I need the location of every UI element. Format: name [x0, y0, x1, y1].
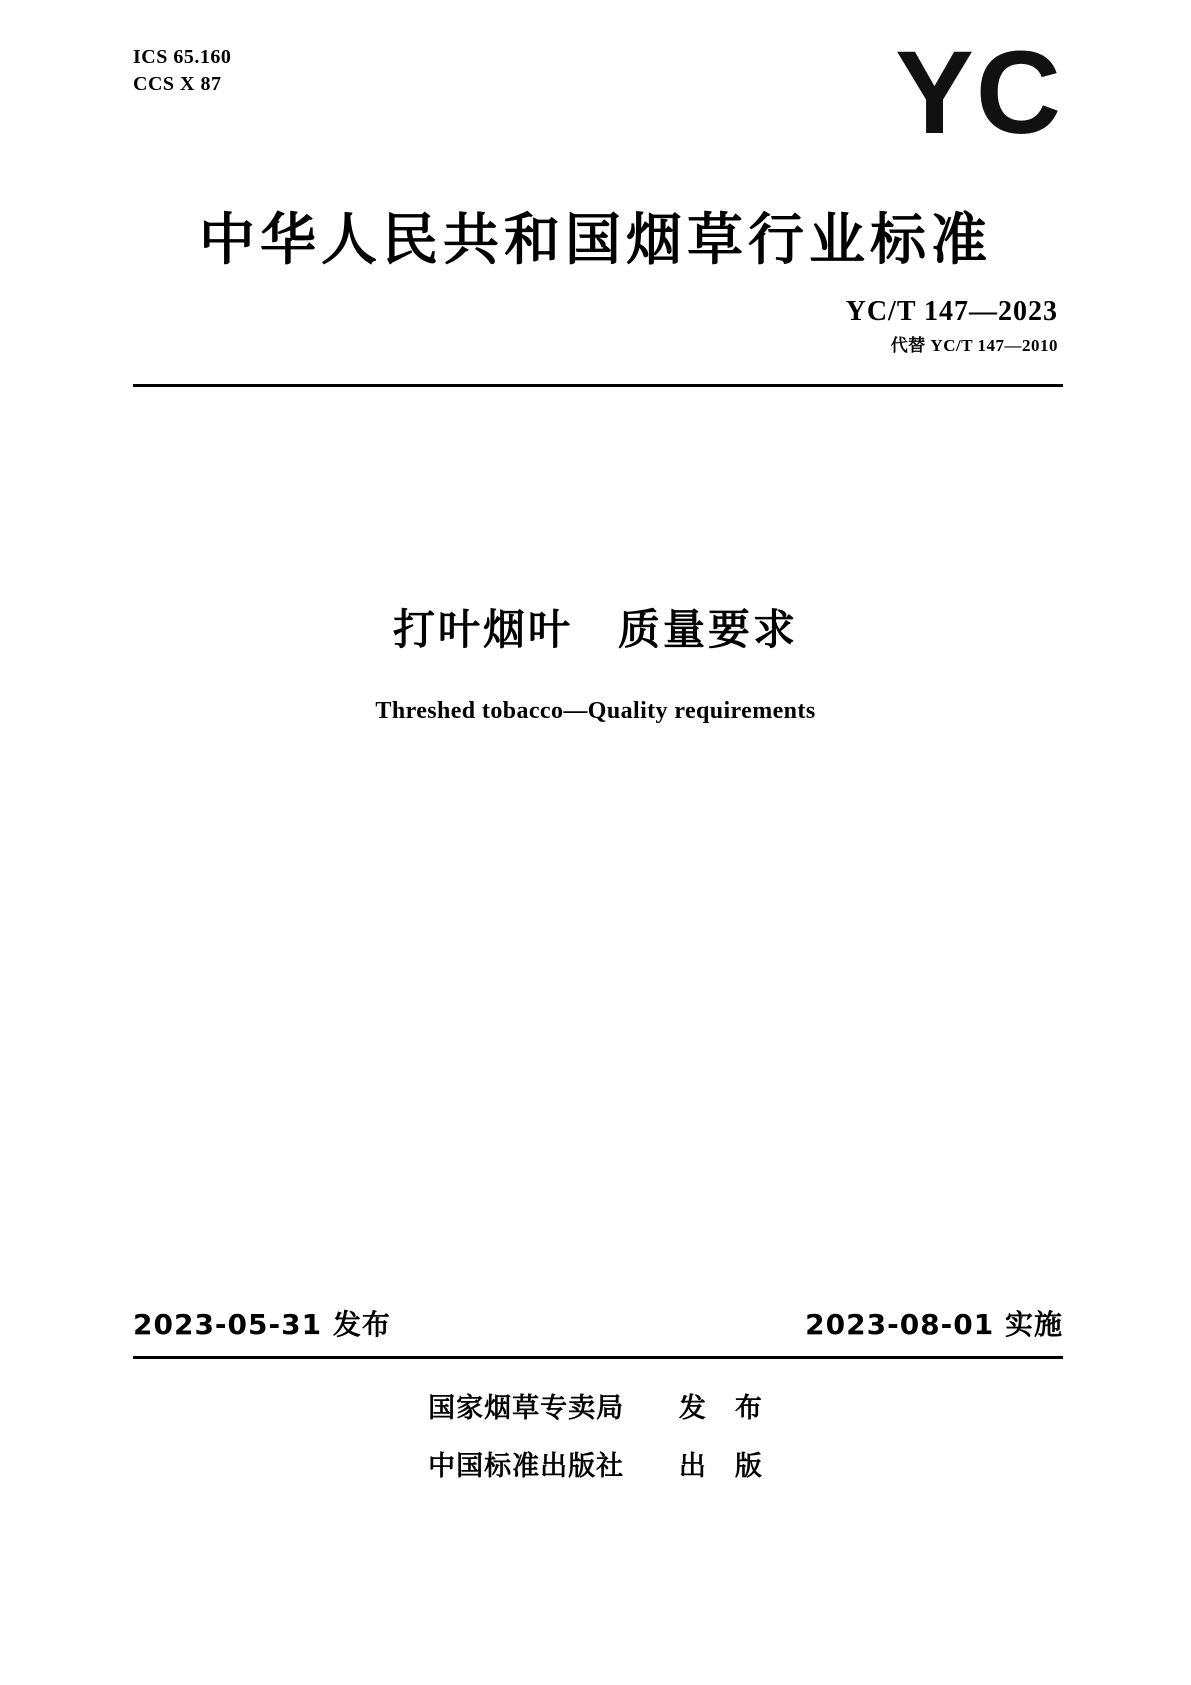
- standard-replaces: 代替 YC/T 147—2010: [890, 336, 1058, 355]
- yc-logo: YC: [895, 27, 1063, 159]
- document-title-en: Threshed tobacco—Quality requirements: [375, 698, 816, 724]
- header-divider: [133, 384, 1063, 387]
- ccs-code: CCS X 87: [133, 73, 222, 95]
- publisher-name: 中国标准出版社: [428, 1451, 625, 1482]
- implement-date: 2023-08-01 实施: [805, 1308, 1063, 1341]
- document-title-cn: 打叶烟叶 质量要求: [392, 605, 798, 654]
- issuer-action: 发 布: [678, 1393, 763, 1424]
- issue-date: 2023-05-31 发布: [133, 1308, 391, 1341]
- series-title: 中华人民共和国烟草行业标准: [199, 208, 992, 273]
- ics-code: ICS 65.160: [133, 46, 232, 68]
- publisher-row: [0, 1444, 1191, 1483]
- issuer-name: 国家烟草专卖局: [428, 1393, 625, 1424]
- issuer-row: [0, 1386, 1191, 1425]
- classification-block: [133, 44, 231, 98]
- date-row: [133, 1303, 1063, 1343]
- standard-number: YC/T 147—2023: [845, 296, 1058, 327]
- publisher-action: 出 版: [678, 1451, 763, 1482]
- footer-divider: [133, 1356, 1063, 1359]
